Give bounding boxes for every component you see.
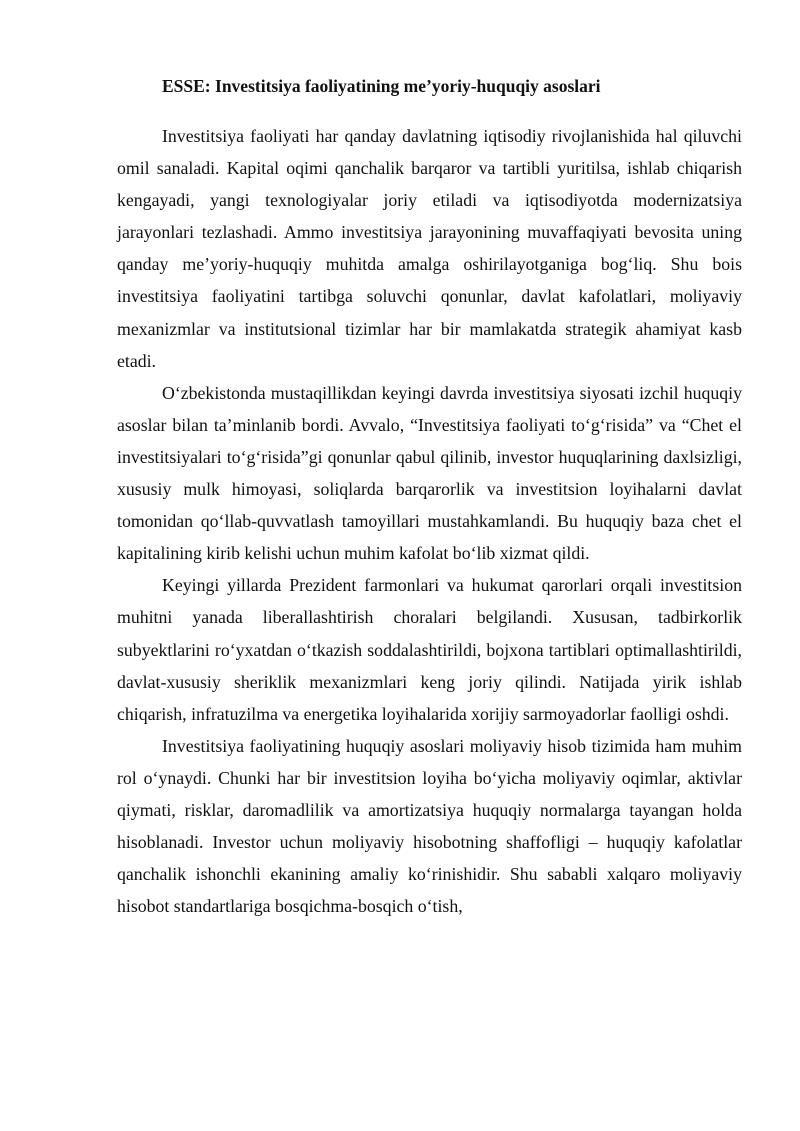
paragraph-1: Investitsiya faoliyati har qanday davlatning iqtisodiy rivojlanishida hal qiluvchi omil sanaladi. Kapital oqimi qanchalik barqaror va tartibli yuritilsa, ishlab chiqarish kengayadi, yangi texnologiyalar joriy etiladi va iqtisodiyotda modernizatsiya jarayonlari tezlashadi. Ammo investitsiya jarayonining muvaffaqiyati bevosita uning qanday me’yoriy-huquqiy muhitda amalga oshirilayotganiga bog‘liq. Shu bois investitsiya faoliyatini tartibga soluvchi qonunlar, davlat kafolatlari, moliyaviy mexanizmlar va institutsional tizimlar har bir mamlakatda strategik ahamiyat kasb etadi.: [117, 126, 742, 371]
paragraph-2: O‘zbekistonda mustaqillikdan keyingi davrda investitsiya siyosati izchil huquqiy asoslar bilan ta’minlanib bordi. Avvalo, “Investitsiya faoliyati to‘g‘risida” va “Chet el investitsiyalari to‘g‘risida”gi qonunlar qabul qilinib, investor huquqlarining daxlsizligi, xususiy mulk himoyasi, soliqlarda barqarorlik va investitsion loyihalarni davlat tomonidan qo‘llab-quvvatlash tamoyillari mustahkamlandi. Bu huquqiy baza chet el kapitalining kirib kelishi uchun muhim kafolat bo‘lib xizmat qildi.: [117, 382, 742, 564]
essay-title: ESSE: Investitsiya faoliyatining me’yoriy-huquqiy asoslari: [162, 76, 601, 96]
document-body: [117, 70, 742, 922]
paragraph-4: Investitsiya faoliyatining huquqiy asoslari moliyaviy hisob tizimida ham muhim rol o‘ynaydi. Chunki har bir investitsion loyiha bo‘yicha moliyaviy oqimlar, aktivlar qiymati, risklar, daromadlilik va amortizatsiya huquqiy normalarga tayangan holda hisoblanadi. Investor uchun moliyaviy hisobotning shaffofligi – huquqiy kafolatlar qanchalik ishonchli ekanining amaliy ko‘rinishidir. Shu sababli xalqaro moliyaviy hisobot standartlariga bosqichma-bosqich o‘tish,: [117, 735, 742, 917]
paragraph-3: Keyingi yillarda Prezident farmonlari va hukumat qarorlari orqali investitsion muhitni yanada liberallashtirish choralari belgilandi. Xususan, tadbirkorlik subyektlarini ro‘yxatdan o‘tkazish soddalashtirildi, bojxona tartiblari optimallashtirildi, davlat-xususiy sheriklik mexanizmlari keng joriy qilindi. Natijada yirik ishlab chiqarish, infratuzilma va energetika loyihalarida xorijiy sarmoyadorlar faolligi oshdi.: [117, 575, 742, 724]
